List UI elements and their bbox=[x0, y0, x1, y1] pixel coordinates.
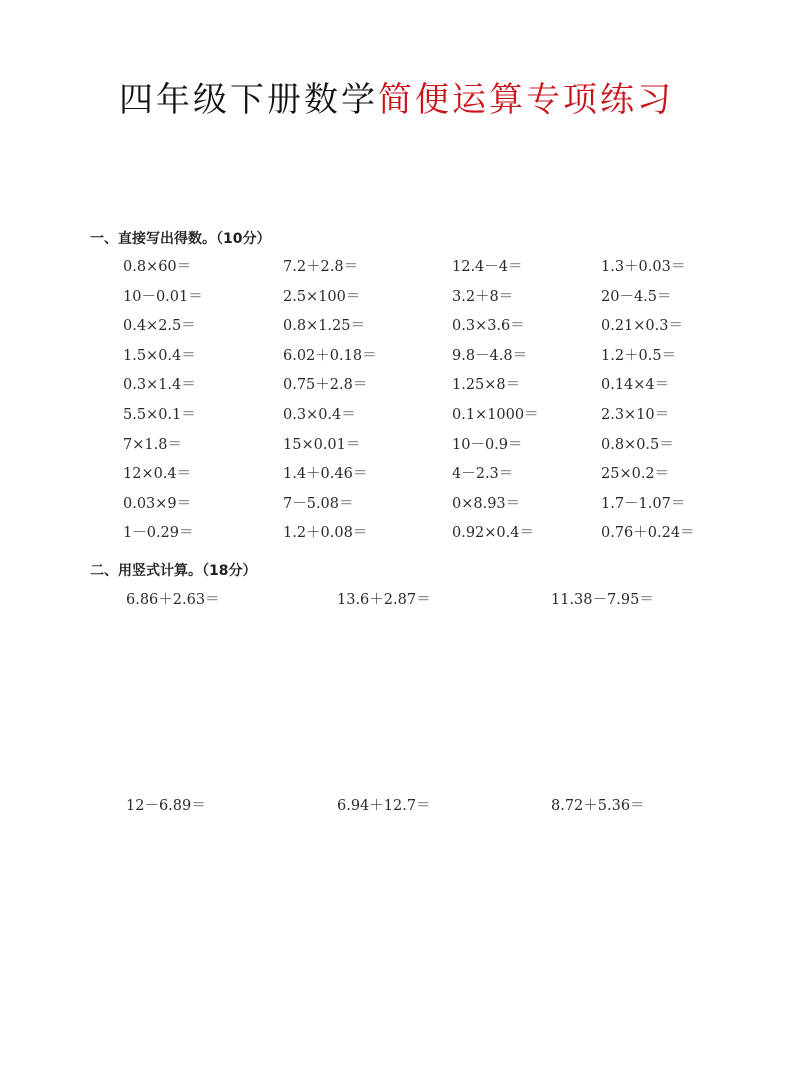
mental-math-problem: 7×1.8＝ bbox=[123, 436, 182, 453]
mental-math-problem: 0.03×9＝ bbox=[123, 495, 192, 512]
mental-math-problem: 0.8×60＝ bbox=[123, 259, 192, 275]
vertical-calc-problem: 6.94＋12.7＝ bbox=[337, 798, 431, 814]
mental-math-problem: 1.25×8＝ bbox=[452, 377, 521, 394]
title-topic-part: 简便运算专项练习 bbox=[378, 80, 674, 120]
title-grade-part: 四年级下册数学 bbox=[119, 80, 378, 120]
mental-math-problem: 12.4－4＝ bbox=[452, 259, 523, 275]
mental-math-problem: 25×0.2＝ bbox=[601, 466, 670, 483]
mental-math-problem: 1.2＋0.08＝ bbox=[283, 525, 368, 542]
mental-math-problem: 0.75＋2.8＝ bbox=[283, 377, 368, 394]
mental-math-problem: 10－0.9＝ bbox=[452, 436, 523, 453]
page-title bbox=[0, 76, 793, 124]
mental-math-problem: 3.2＋8＝ bbox=[452, 288, 514, 305]
mental-math-problem: 0.4×2.5＝ bbox=[123, 318, 196, 335]
mental-math-problem: 0.76＋0.24＝ bbox=[601, 525, 695, 542]
mental-math-problem: 5.5×0.1＝ bbox=[123, 406, 196, 423]
mental-math-problem: 0.14×4＝ bbox=[601, 377, 670, 394]
mental-math-problem: 20－4.5＝ bbox=[601, 288, 672, 305]
mental-math-problem: 1.7－1.07＝ bbox=[601, 495, 686, 512]
mental-math-problem: 0.92×0.4＝ bbox=[452, 525, 534, 542]
vertical-calc-problem: 11.38－7.95＝ bbox=[551, 592, 654, 608]
mental-math-problem: 0.8×0.5＝ bbox=[601, 436, 674, 453]
mental-math-problem: 2.3×10＝ bbox=[601, 406, 670, 423]
mental-math-problem: 7.2＋2.8＝ bbox=[283, 259, 359, 275]
mental-math-problem: 0.3×0.4＝ bbox=[283, 406, 356, 423]
mental-math-problem: 0.1×1000＝ bbox=[452, 406, 539, 423]
mental-math-problem: 0.3×3.6＝ bbox=[452, 318, 525, 335]
mental-math-problem: 0.8×1.25＝ bbox=[283, 318, 365, 335]
mental-math-problem: 12×0.4＝ bbox=[123, 466, 192, 483]
vertical-calc-problem: 13.6＋2.87＝ bbox=[337, 592, 431, 608]
mental-math-grid bbox=[123, 256, 721, 552]
mental-math-problem: 0.21×0.3＝ bbox=[601, 318, 683, 335]
mental-math-problem: 0.3×1.4＝ bbox=[123, 377, 196, 394]
mental-math-problem: 0×8.93＝ bbox=[452, 495, 521, 512]
section-2-heading: 二、用竖式计算。（18分） bbox=[90, 563, 257, 579]
mental-math-problem: 2.5×100＝ bbox=[283, 288, 361, 305]
mental-math-problem: 1.4＋0.46＝ bbox=[283, 466, 368, 483]
section-1-heading: 一、直接写出得数。（10分） bbox=[90, 231, 271, 247]
mental-math-problem: 15×0.01＝ bbox=[283, 436, 361, 453]
mental-math-problem: 10－0.01＝ bbox=[123, 288, 203, 305]
mental-math-problem: 1－0.29＝ bbox=[123, 525, 194, 542]
mental-math-problem: 9.8－4.8＝ bbox=[452, 347, 528, 364]
mental-math-problem: 1.3＋0.03＝ bbox=[601, 259, 686, 275]
mental-math-problem: 1.2＋0.5＝ bbox=[601, 347, 677, 364]
mental-math-problem: 4－2.3＝ bbox=[452, 466, 514, 483]
vertical-calculation-grid bbox=[126, 589, 701, 825]
vertical-calc-problem: 8.72＋5.36＝ bbox=[551, 798, 645, 814]
mental-math-problem: 7－5.08＝ bbox=[283, 495, 354, 512]
mental-math-problem: 6.02＋0.18＝ bbox=[283, 347, 377, 364]
vertical-calc-problem: 12－6.89＝ bbox=[126, 798, 206, 814]
vertical-calc-problem: 6.86＋2.63＝ bbox=[126, 592, 220, 608]
mental-math-problem: 1.5×0.4＝ bbox=[123, 347, 196, 364]
